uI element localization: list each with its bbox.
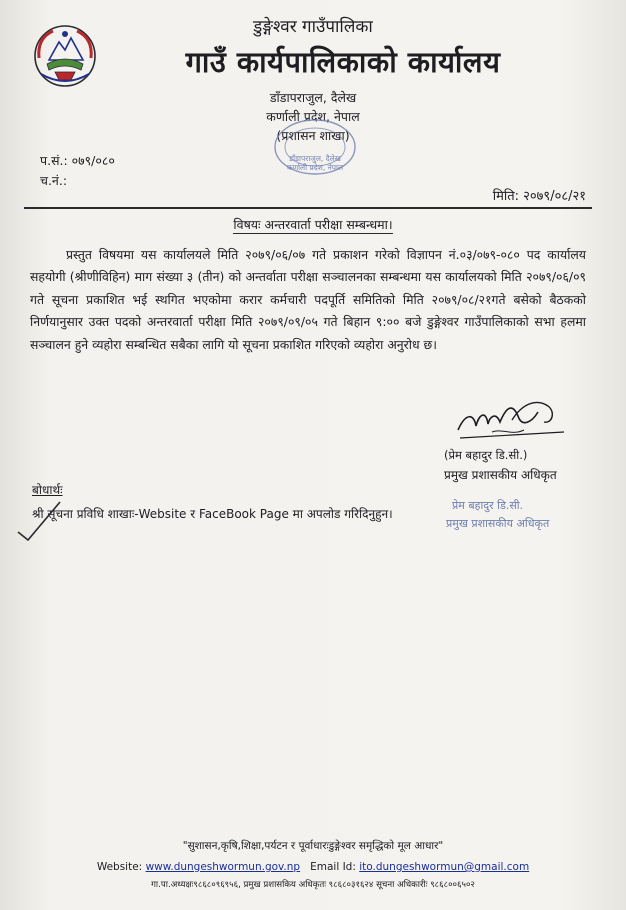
footer-motto: "सुशासन,कृषि,शिक्षा,पर्यटन र पूर्वाधारःडुङ्गेश्वर समृद्धिको मूल आधार"	[182, 840, 444, 852]
title-stamp: प्रमुख प्रशासकीय अधिकृत	[446, 517, 550, 530]
signature-icon	[452, 392, 572, 450]
address-line-2: कर्णाली प्रदेश, नेपाल	[266, 109, 360, 124]
municipality-name: डुङ्गेश्वर गाउँपालिका	[253, 17, 373, 37]
website-label: Website:	[96, 861, 143, 873]
name-stamp: प्रेम बहादुर डि.सी.	[452, 499, 524, 512]
footer-contacts	[0, 861, 626, 873]
subject-line	[0, 216, 626, 233]
cc-label: बोधार्थः	[32, 483, 63, 497]
signatory-name: (प्रेम बहादुर डि.सी.)	[444, 448, 528, 462]
check-mark-icon	[14, 498, 64, 542]
stamp-text-2: कर्णाली प्रदेश, नेपाल	[286, 163, 344, 172]
signatory-title: प्रमुख प्रशासकीय अधिकृत	[444, 468, 557, 482]
cc-recipient: श्री सूचना प्रविधि शाखाः-Website र FaceBook Page मा अपलोड गरिदिनुहुन।	[32, 507, 393, 521]
email-label: Email Id:	[310, 861, 356, 873]
letter-number: प.सं.: ०७९/०८०	[40, 153, 115, 168]
email-link[interactable]: ito.dungeshwormun@gmail.com	[359, 861, 530, 873]
stamp-text-1: डाँडापराजुल, दैलेख	[289, 154, 341, 163]
office-title: गाउँ कार्यपालिकाको कार्यालय	[185, 45, 501, 79]
body-paragraph: प्रस्तुत विषयमा यस कार्यालयले मिति २०७९/०६/०७ गते प्रकाशन गरेको विज्ञापन नं.०३/०७९-०८० पद कार्यालय सहयोगी (श्रीणीविहिन) माग संख्या ३ (तीन) को अन्तर्वाता परीक्षा सञ्चालनका सम्बन्धमा यस कार्यालयको मिति २०७९/०६/०९ गते सूचना प्रकाशित भई स्थगित भएकोमा करार कर्मचारी पदपूर्ति समितिको मिति २०७९/०८/२१गते बसेको बैठकको निर्णयानुसार उक्त पदको अन्तरवार्ता परीक्षा मिति २०७९/०९/०५ गते बिहान ९:०० बजे डुङ्गेश्वर गाउँपालिकाको सभा हलमा सञ्चालन हुने व्यहोरा सम्बन्धित सबैका लागि यो सूचना प्रकाशित गरिएको व्यहोरा अनुरोध छ।	[30, 247, 586, 352]
header-divider	[24, 207, 592, 209]
office-stamp-icon	[270, 116, 360, 178]
section-name: (प्रशासन शाखा)	[276, 128, 350, 143]
subject-text: विषयः अन्तरवार्ता परीक्षा सम्बन्धमा।	[233, 217, 393, 232]
dispatch-number: च.नं.:	[40, 173, 68, 188]
letter-date: मिति: २०७९/०८/२१	[492, 189, 586, 204]
footer-phone-numbers: गा.पा.अध्यक्षः९८६८०९६९५६, प्रमुख प्रशासकिय अधिकृतः ९८६८०३१६२४ सूचना अधिकारीः ९८६८००६५०२	[151, 880, 475, 890]
address-line-1: डाँडापराजुल, दैलेख	[269, 90, 357, 105]
website-link[interactable]: www.dungeshwormun.gov.np	[145, 861, 301, 873]
